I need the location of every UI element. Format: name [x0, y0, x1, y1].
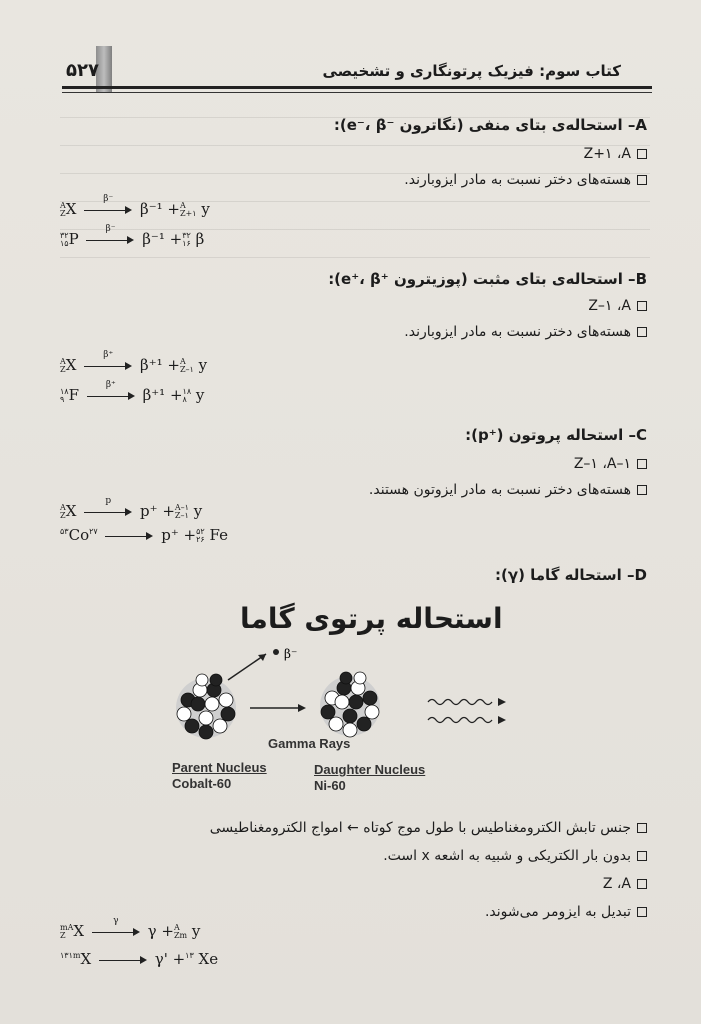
bullet-square-icon — [637, 823, 647, 833]
parent-nucleus-icon — [176, 674, 236, 739]
parent-nucleus-label: Parent Nucleus — [172, 760, 267, 775]
section-d-bullet-1: جنس تابش الکترومغناطیس با طول موج کوتاه ← امواج الکترومغناطیسی — [210, 820, 647, 836]
reaction-arrow-icon — [99, 955, 147, 965]
header-rule — [62, 86, 652, 89]
reaction-arrow-icon: β⁺ — [84, 361, 132, 371]
reaction-arrow-icon: p — [84, 507, 132, 517]
bullet-square-icon — [637, 851, 647, 861]
section-d-bullet-2: بدون بار الکتریکی و شبیه به اشعه x است. — [383, 848, 647, 864]
section-b-equation-1: A Z X β⁺ β⁺¹ + A Z–۱ y — [60, 350, 208, 374]
bullet-square-icon — [637, 327, 647, 337]
section-d-title: D– استحاله گاما (γ): — [494, 566, 647, 584]
gamma-rays-label: Gamma Rays — [268, 736, 351, 751]
reaction-arrow-icon: β⁺ — [87, 391, 135, 401]
bullet-square-icon — [637, 485, 647, 495]
bullet-square-icon — [637, 301, 647, 311]
page-number: ۵۲۷ — [66, 60, 99, 81]
section-c-equation-2: $^{۵۳}$Co$^{۲۷}$ p⁺ + ۵۲ ۲۶ Fe — [60, 526, 228, 544]
section-a-equation-2: ۳۲ ۱۵ P β⁻ β⁻¹ + ۳۲ ۱۶ β — [60, 224, 205, 248]
bullet-square-icon — [637, 879, 647, 889]
reaction-arrow-icon: β⁻ — [84, 205, 132, 215]
section-d-bullet-4: تبدیل به ایزومر می‌شوند. — [485, 904, 647, 920]
parent-nucleus-name: Cobalt-60 — [172, 776, 232, 791]
section-b-bullet-1: Z–۱ ،A — [588, 298, 647, 314]
daughter-nucleus-label: Daughter Nucleus — [314, 762, 426, 777]
section-d-bullet-3: Z ،A — [603, 876, 647, 892]
section-c-bullet-1: Z–۱ ،A–۱ — [574, 456, 647, 472]
header-rule-thin — [62, 92, 652, 93]
bullet-square-icon — [637, 459, 647, 469]
section-b-bullet-2: هسته‌های دختر نسبت به مادر ایزوبارند. — [404, 324, 647, 340]
section-d-equation-2: $^{۱۳۱m}$X γ' +$^{۱۳}$ Xe — [60, 950, 219, 968]
section-c-title: C– استحاله پروتون (‎p⁺‎): — [465, 426, 647, 444]
beta-emission-label: β⁻ — [284, 647, 298, 661]
section-a-bullet-1: Z+۱ ،A — [584, 146, 647, 162]
gamma-rays-icon — [428, 698, 506, 724]
bullet-square-icon — [637, 175, 647, 185]
bullet-square-icon — [637, 149, 647, 159]
daughter-nucleus-icon — [320, 672, 380, 737]
bullet-square-icon — [637, 907, 647, 917]
section-b-equation-2: ۱۸ ۹ F β⁺ β⁺¹ + ۱۸ ۸ y — [60, 380, 205, 404]
section-a-title: A– استحاله‌ی بتای منفی (نگاترون ‎e‎⁻، ‎β⁻‎): — [333, 116, 647, 134]
daughter-nucleus-name: Ni-60 — [314, 778, 346, 793]
running-header-title: کتاب سوم: فیزیک پرتونگاری و تشخیصی — [322, 62, 621, 80]
reaction-arrow-icon: γ — [92, 927, 140, 937]
section-c-equation-1: A Z X p p⁺ + A–۱ Z–۱ y — [60, 496, 203, 520]
gamma-figure-title: استحاله پرتوی گاما — [240, 602, 503, 635]
section-a-bullet-2: هسته‌های دختر نسبت به مادر ایزوبارند. — [404, 172, 647, 188]
section-c-bullet-2: هسته‌های دختر نسبت به مادر ایزوتون هستند. — [369, 482, 647, 498]
section-b-title: B– استحاله‌ی بتای مثبت (پوزیترون ‎e⁺‎، ‎β⁺‎): — [328, 270, 647, 288]
section-a-equation-1: A Z X β⁻ β⁻¹ + A Z+۱ y — [60, 194, 210, 218]
reaction-arrow-icon: β⁻ — [86, 235, 134, 245]
section-d-equation-1: mA Z X γ γ + A Zm y — [60, 916, 201, 940]
reaction-arrow-icon — [105, 531, 153, 541]
